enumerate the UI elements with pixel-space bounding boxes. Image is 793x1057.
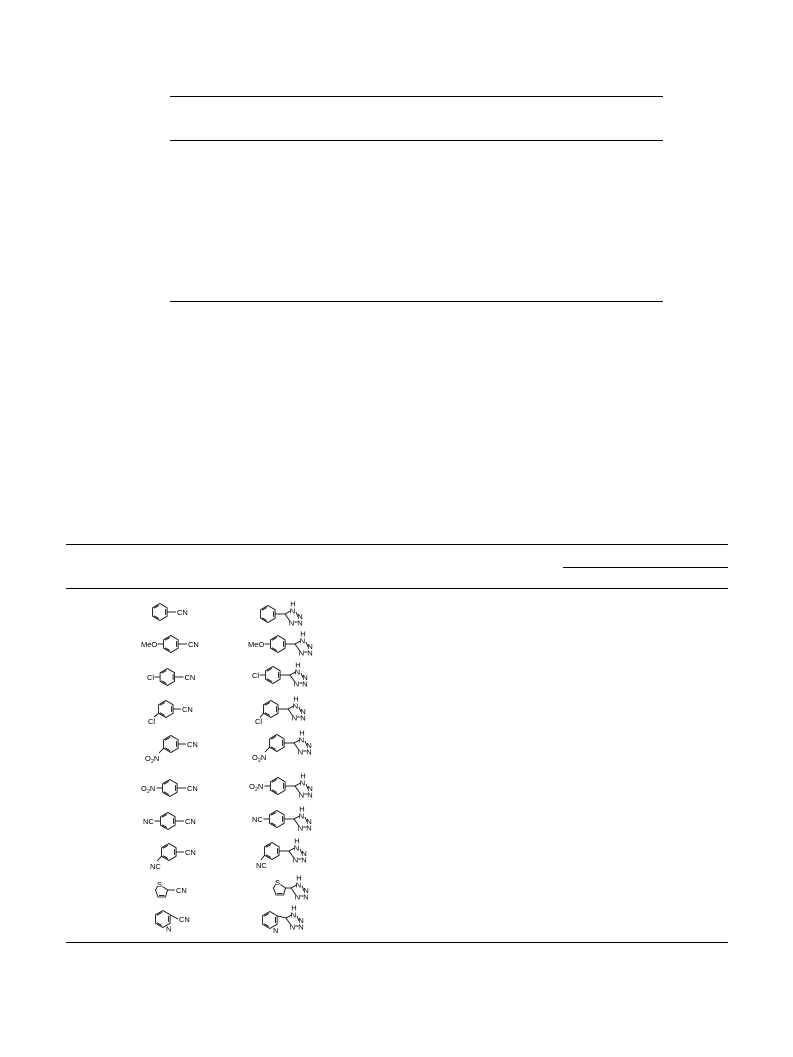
- nitrile-label: CN: [187, 739, 198, 749]
- benzene-ring: [161, 813, 176, 830]
- tetrazole-n: N: [298, 922, 304, 932]
- tetrazole-n: N: [297, 823, 304, 833]
- benzene-ring: [160, 669, 175, 686]
- substrate-structure: [148, 878, 208, 908]
- tetrazole-nh: N: [290, 910, 297, 920]
- tetrazole-h: H: [290, 599, 296, 609]
- benzene-ring: [270, 811, 285, 828]
- nitrile-label: NC: [252, 814, 263, 824]
- benzene-ring: [261, 606, 276, 623]
- tetrazole-n: N: [298, 916, 304, 925]
- sulfur-label: S: [275, 878, 281, 887]
- substrate-structure: [146, 663, 216, 693]
- product-structure: [251, 803, 326, 835]
- tetrazole-n: N: [292, 855, 299, 865]
- nitro-label: $O_2N$: [252, 753, 267, 764]
- tetrazole-nh: N: [298, 811, 305, 821]
- tetrazole-n: N: [307, 642, 313, 651]
- tetrazole-n: N: [294, 892, 301, 902]
- tetrazole-h: H: [294, 836, 300, 846]
- tetrazole-n: N: [297, 747, 304, 757]
- tetrazole-n: N: [306, 741, 312, 750]
- substrate-structure: [145, 696, 205, 726]
- product-structure: [250, 727, 325, 765]
- benzene-ring: [159, 701, 174, 718]
- nitrile-label: NC: [143, 816, 154, 826]
- tetrazole-n: N: [306, 747, 312, 757]
- tetrazole-nh: N: [295, 880, 302, 890]
- tetrazole-nh: N: [292, 701, 299, 711]
- tetrazole-h: H: [300, 771, 306, 781]
- tetrazole-nh: N: [294, 667, 301, 677]
- substrate-structure: [142, 807, 217, 837]
- tetrazole-n: N: [300, 713, 306, 723]
- substrate-structure: [148, 838, 208, 872]
- sulfur-label: S: [157, 880, 163, 889]
- tetrazole-h: H: [300, 629, 306, 639]
- tetrazole-nh: N: [298, 735, 305, 745]
- tetrazole-h: H: [299, 804, 305, 814]
- product-structure: [255, 693, 325, 729]
- tetrazole-n: N: [289, 922, 296, 932]
- chloro-label: Cl: [148, 716, 156, 726]
- nitrile-label: NC: [150, 862, 161, 871]
- benzene-ring: [164, 736, 179, 753]
- benzene-ring: [164, 636, 179, 653]
- benzene-ring: [153, 604, 168, 621]
- tetrazole-n: N: [293, 679, 300, 689]
- nitrile-label: CN: [185, 847, 196, 857]
- nitro-label: $O_2N$: [141, 783, 156, 795]
- benzene-ring: [264, 701, 279, 718]
- nitro-label: $O_2N$: [145, 754, 160, 765]
- tetrazole-n: N: [291, 713, 298, 723]
- tetrazole-h: H: [299, 728, 305, 738]
- tetrazole-n: N: [301, 849, 307, 858]
- table1-bottom-rule: [170, 301, 663, 302]
- tetrazole-n: N: [306, 817, 312, 826]
- tetrazole-n: N: [288, 618, 295, 628]
- table1-header-rule: [170, 140, 663, 141]
- nitrile-label: CN: [188, 639, 199, 649]
- tetrazole-n: N: [307, 790, 313, 800]
- product-structure: [252, 598, 322, 630]
- table2-bottom-rule: [66, 942, 728, 943]
- tetrazole-n: N: [307, 648, 313, 658]
- table1-top-rule: [170, 96, 663, 97]
- tetrazole-n: N: [300, 707, 306, 716]
- tetrazole-n: N: [307, 784, 313, 793]
- tetrazole-nh: N: [299, 636, 306, 646]
- nitrile-label: CN: [184, 672, 196, 682]
- benzene-ring: [271, 636, 286, 653]
- nitrile-label: CN: [185, 816, 196, 826]
- benzene-ring: [265, 843, 280, 860]
- tetrazole-h: H: [295, 660, 301, 670]
- nitrile-label: CN: [179, 914, 190, 924]
- tetrazole-n: N: [297, 612, 303, 621]
- chloro-label: Cl: [252, 670, 260, 680]
- methoxy-label: MeO: [248, 639, 265, 649]
- substrate-structure: [140, 774, 220, 804]
- ring-nitrogen-label: N: [273, 926, 279, 935]
- tetrazole-h: H: [291, 903, 297, 913]
- substrate-structure: [140, 630, 220, 660]
- tetrazole-n: N: [298, 648, 305, 658]
- substrate-structure: [144, 906, 204, 936]
- product-structure: [256, 835, 326, 873]
- nitrile-label: NC: [256, 861, 267, 870]
- product-structure: [255, 904, 325, 938]
- tetrazole-n: N: [303, 892, 309, 902]
- product-structure: [251, 659, 326, 691]
- benzene-ring: [163, 780, 178, 797]
- ring-nitrogen-label: N: [166, 924, 172, 934]
- tetrazole-h: H: [293, 694, 299, 704]
- chloro-label: Cl: [147, 672, 155, 682]
- tetrazole-n: N: [301, 855, 307, 865]
- substrate-structure: [140, 598, 200, 628]
- table2-top-rule: [66, 544, 728, 545]
- tetrazole-n: N: [302, 679, 308, 689]
- benzene-ring: [266, 667, 281, 684]
- nitrile-label: CN: [182, 704, 193, 714]
- product-structure: [272, 873, 322, 907]
- nitro-label: $O_2N$: [249, 781, 264, 793]
- nitrile-label: CN: [187, 783, 198, 793]
- benzene-ring: [271, 778, 286, 795]
- tetrazole-n: N: [297, 618, 303, 628]
- substrate-structure: [142, 730, 207, 764]
- product-structure: [248, 770, 328, 802]
- tetrazole-n: N: [306, 823, 312, 833]
- nitrile-label: CN: [176, 885, 187, 895]
- methoxy-label: MeO: [141, 639, 158, 649]
- chloro-label: Cl: [255, 717, 263, 726]
- benzene-ring: [162, 844, 177, 861]
- table2-group-header-rule: [563, 567, 728, 568]
- tetrazole-nh: N: [299, 778, 306, 788]
- product-structure: [247, 628, 327, 660]
- tetrazole-nh: N: [293, 843, 300, 853]
- tetrazole-n: N: [302, 673, 308, 682]
- tetrazole-n: N: [303, 886, 309, 895]
- nitrile-label: CN: [177, 607, 188, 617]
- tetrazole-nh: N: [289, 606, 296, 616]
- table2-header-rule: [66, 588, 728, 589]
- benzene-ring: [270, 735, 285, 752]
- tetrazole-n: N: [298, 790, 305, 800]
- tetrazole-h: H: [296, 873, 302, 883]
